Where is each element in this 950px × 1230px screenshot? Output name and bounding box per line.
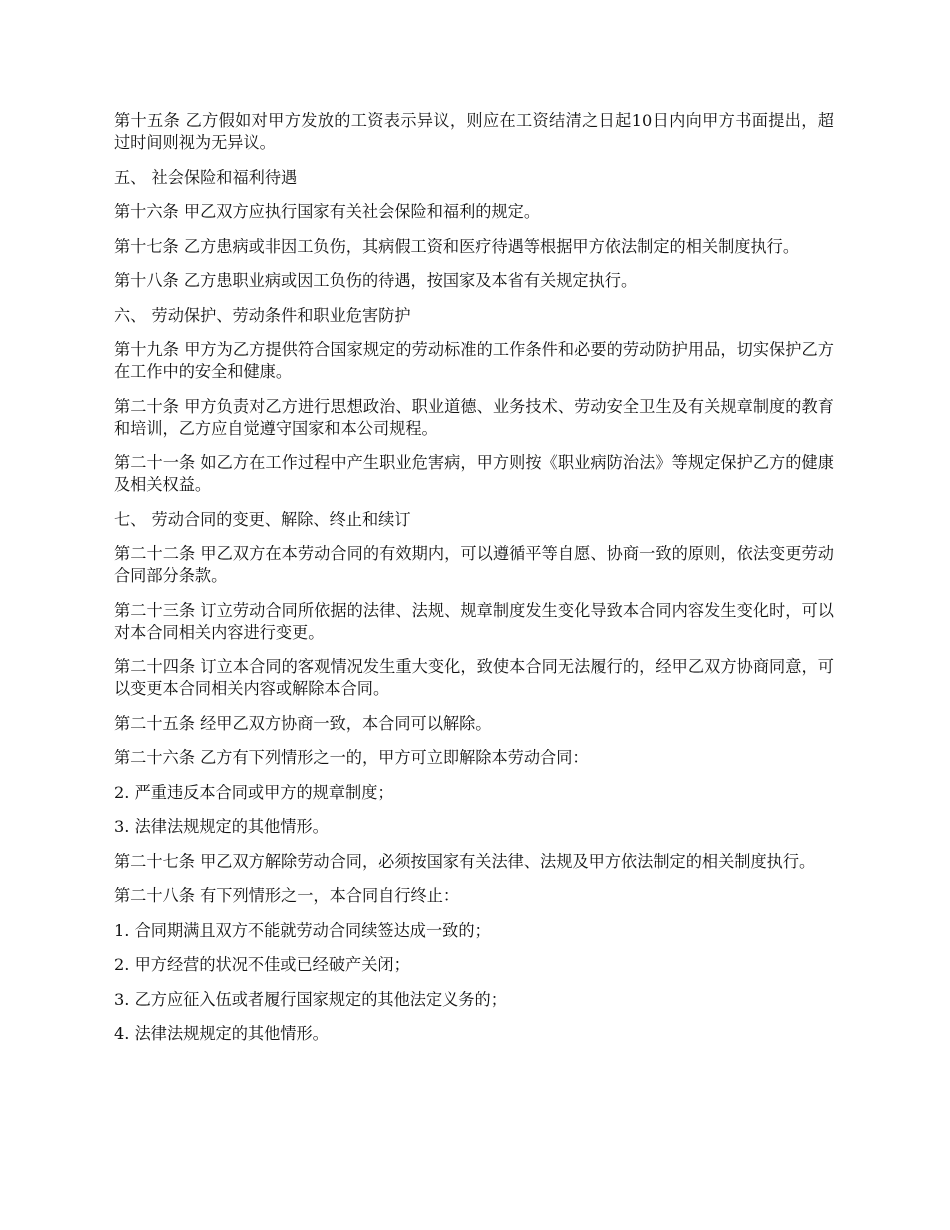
article-20: 第二十条 甲方负责对乙方进行思想政治、职业道德、业务技术、劳动安全卫生及有关规章制度的教育和培训，乙方应自觉遵守国家和本公司规程。 [114, 396, 834, 438]
section-heading-labor-protection: 六、 劳动保护、劳动条件和职业危害防护 [114, 305, 411, 325]
article-28: 第二十八条 有下列情形之一，本合同自行终止： [114, 886, 460, 905]
list-item: 2. 严重违反本合同或甲方的规章制度； [114, 782, 394, 802]
article-25: 第二十五条 经甲乙双方协商一致，本合同可以解除。 [114, 713, 492, 733]
article-19: 第十九条 甲方为乙方提供符合国家规定的劳动标准的工作条件和必要的劳动防护用品，切实保护乙方在工作中的安全和健康。 [114, 340, 834, 381]
article-17: 第十七条 乙方患病或非因工负伤，其病假工资和医疗待遇等根据甲方依法制定的相关制度执行。 [114, 236, 800, 256]
article-22: 第二十二条 甲乙双方在本劳动合同的有效期内，可以遵循平等自愿、协商一致的原则，依法变更劳动合同部分条款。 [114, 544, 834, 585]
section-heading-social-insurance: 五、 社会保险和福利待遇 [114, 167, 298, 187]
section-heading-contract-changes: 七、 劳动合同的变更、解除、终止和续订 [114, 509, 411, 529]
article-26: 第二十六条 乙方有下列情形之一的，甲方可立即解除本劳动合同： [114, 748, 589, 767]
article-23: 第二十三条 订立劳动合同所依据的法律、法规、规章制度发生变化导致本合同内容发生变化时，可以对本合同相关内容进行变更。 [114, 600, 834, 642]
article-24: 第二十四条 订立本合同的客观情况发生重大变化，致使本合同无法履行的，经甲乙双方协商同意，可以变更本合同相关内容或解除本合同。 [114, 657, 834, 698]
article-16: 第十六条 甲乙双方应执行国家有关社会保险和福利的规定。 [114, 202, 541, 221]
list-item: 2. 甲方经营的状况不佳或已经破产关闭； [114, 955, 410, 974]
article-21: 第二十一条 如乙方在工作过程中产生职业危害病，甲方则按《职业病防治法》等规定保护乙方的健康及相关权益。 [114, 453, 834, 494]
document-page [114, 110, 834, 1058]
list-item: 3. 法律法规规定的其他情形。 [114, 817, 329, 836]
article-18: 第十八条 乙方患职业病或因工负伤的待遇，按国家及本省有关规定执行。 [114, 271, 638, 290]
list-item: 3. 乙方应征入伍或者履行国家规定的其他法定义务的； [114, 989, 507, 1009]
article-15: 第十五条 乙方假如对甲方发放的工资表示异议，则应在工资结清之日起10日内向甲方书面提出，超过时间则视为无异议。 [114, 111, 834, 152]
list-item: 1. 合同期满且双方不能就劳动合同续签达成一致的； [114, 920, 491, 940]
list-item: 4. 法律法规规定的其他情形。 [114, 1024, 329, 1043]
article-27: 第二十七条 甲乙双方解除劳动合同，必须按国家有关法律、法规及甲方依法制定的相关制度执行。 [114, 851, 816, 871]
